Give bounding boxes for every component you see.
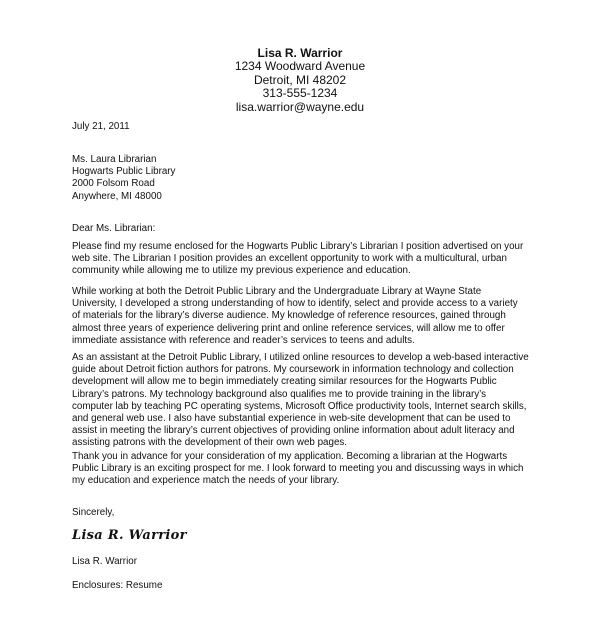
paragraph-line: computer lab by teaching PC operating systems, Microsoft Office productivity tools, Internet search skills, (72, 400, 527, 412)
salutation: Dear Ms. Librarian: (72, 223, 156, 234)
paragraph-line: Thank you in advance for your consideration of my application. Becoming a librarian at the Hogwarts (72, 451, 508, 462)
paragraph-experience (72, 286, 542, 347)
sender-name: Lisa R. Warrior (257, 46, 343, 60)
recipient-street: 2000 Folsom Road (72, 178, 155, 190)
sender-phone: 313-555-1234 (262, 86, 338, 100)
paragraph-line: my education and experience match the needs of your library. (72, 475, 340, 487)
paragraph-skills (72, 352, 542, 450)
paragraph-line: community while allowing me to utilize my previous experience and education. (72, 265, 411, 277)
recipient-name: Ms. Laura Librarian (72, 154, 157, 165)
paragraph-line: assisting patrons with the development of their own web pages. (72, 437, 348, 449)
paragraph-line: development will allow me to begin immediately creating similar resources for the Hogwarts Public (72, 376, 497, 388)
typed-name: Lisa R. Warrior (72, 556, 137, 567)
sender-city: Detroit, MI 48202 (253, 72, 347, 87)
paragraph-line: University, I developed a strong understanding of how to identify, select and provide access to a variety (72, 298, 518, 310)
enclosures-note: Enclosures: Resume (72, 580, 163, 591)
paragraph-line: guide about Detroit fiction authors for patrons. My coursework in information technology and collection (72, 364, 514, 376)
paragraph-line: web site. The Librarian I position provides an excellent opportunity to work with a multicultural, urban (72, 253, 507, 265)
handwritten-signature: Lisa R. Warrior (72, 528, 187, 543)
recipient-block (72, 154, 542, 203)
recipient-org: Hogwarts Public Library (72, 166, 176, 178)
paragraph-line: assist in meeting the library’s current objectives of providing online information about adult literacy and (72, 425, 515, 437)
paragraph-line: and general web use. I also have substantial experience in web-site development that can be used to (72, 413, 511, 425)
recipient-city: Anywhere, MI 48000 (72, 190, 162, 202)
sender-block (0, 46, 600, 114)
paragraph-line: almost three years of experience delivering print and online reference services, will allow me to offer (72, 322, 505, 334)
paragraph-line: immediate assistance with reference and reader’s services to teens and adults. (72, 334, 415, 346)
complimentary-close: Sincerely, (72, 507, 115, 518)
letter-date: July 21, 2011 (72, 121, 130, 132)
paragraph-line: Public Library is an exciting prospect for me. I look forward to meeting you and discussing ways in which (72, 463, 524, 475)
sender-email: lisa.warrior@wayne.edu (235, 99, 365, 114)
paragraph-line: As an assistant at the Detroit Public Library, I utilized online resources to develop a web-based interactive (72, 352, 529, 363)
paragraph-intro (72, 241, 542, 278)
paragraph-line: Please find my resume enclosed for the Hogwarts Public Library’s Librarian I position advertised on your (72, 241, 524, 252)
paragraph-line: Library’s patrons. My technology background also qualifies me to provide training in the library’s (72, 388, 487, 400)
paragraph-line: of materials for the library’s diverse audience. My knowledge of reference resources, gained through (72, 310, 506, 322)
paragraph-closing (72, 451, 542, 488)
paragraph-line: While working at both the Detroit Public Library and the Undergraduate Library at Wayne State (72, 286, 482, 297)
sender-street: 1234 Woodward Avenue (234, 59, 366, 73)
